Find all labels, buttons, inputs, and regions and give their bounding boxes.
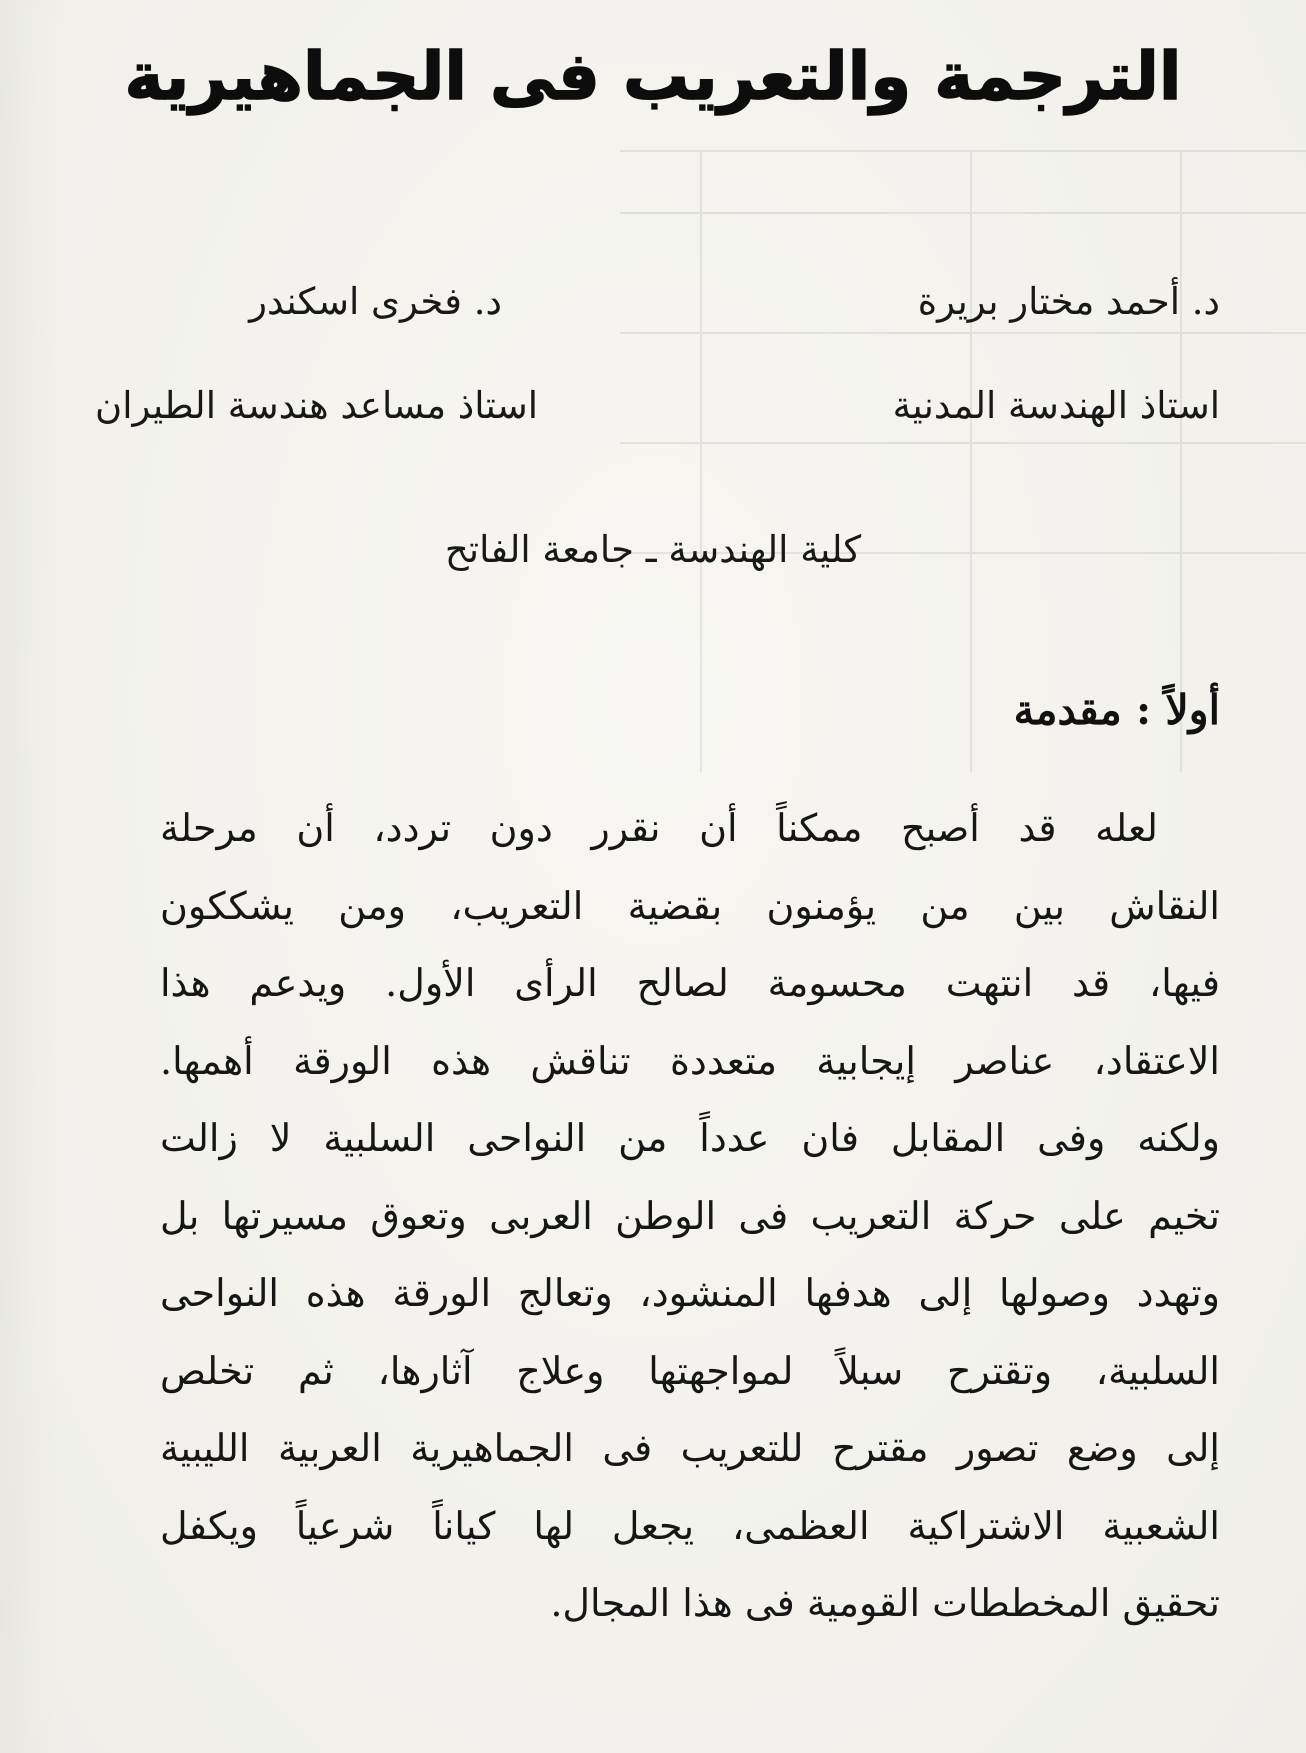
author-1-name: د. أحمد مختار بريرة [917, 280, 1220, 323]
body-line: تحقيق المخططات القومية فى هذا المجال. [550, 1581, 1220, 1625]
author-2 [38, 280, 538, 430]
body-line: إلى وضع تصور مقترح للتعريب فى الجماهيرية العربية الليبية [160, 1426, 1220, 1470]
body-line: النقاش بين من يؤمنون بقضية التعريب، ومن يشككون [160, 883, 1220, 928]
body-line: الاعتقاد، عناصر إيجابية متعددة تناقش هذه الورقة أهمها. [160, 1038, 1220, 1083]
affiliation: كلية الهندسة ـ جامعة الفاتح [444, 528, 862, 571]
paper-title: الترجمة والتعريب فى الجماهيرية [124, 38, 1182, 115]
author-1-role: استاذ الهندسة المدنية [892, 384, 1220, 427]
body-line: السلبية، وتقترح سبلاً لمواجهتها وعلاج آثارها، ثم تخلص [160, 1348, 1220, 1393]
body-line: فيها، قد انتهت محسومة لصالح الرأى الأول. ويدعم هذا [160, 961, 1220, 1005]
body-line: ولكنه وفى المقابل فان عدداً من النواحى السلبية لا زالت [160, 1116, 1220, 1160]
section-heading: أولاً : مقدمة [1013, 686, 1220, 734]
author-2-name: د. فخرى اسكندر [249, 280, 502, 323]
body-line: تخيم على حركة التعريب فى الوطن العربى وتعوق مسيرتها بل [160, 1193, 1220, 1238]
author-2-role: استاذ مساعد هندسة الطيران [95, 384, 538, 427]
section-body [160, 790, 1220, 1643]
body-line: وتهدد وصولها إلى هدفها المنشود، وتعالج الورقة هذه النواحى [160, 1271, 1220, 1315]
author-1 [820, 280, 1220, 430]
body-line: الشعبية الاشتراكية العظمى، يجعل لها كياناً شرعياً ويكفل [160, 1503, 1220, 1548]
body-line: لعله قد أصبح ممكناً أن نقرر دون تردد، أن مرحلة [160, 806, 1158, 850]
